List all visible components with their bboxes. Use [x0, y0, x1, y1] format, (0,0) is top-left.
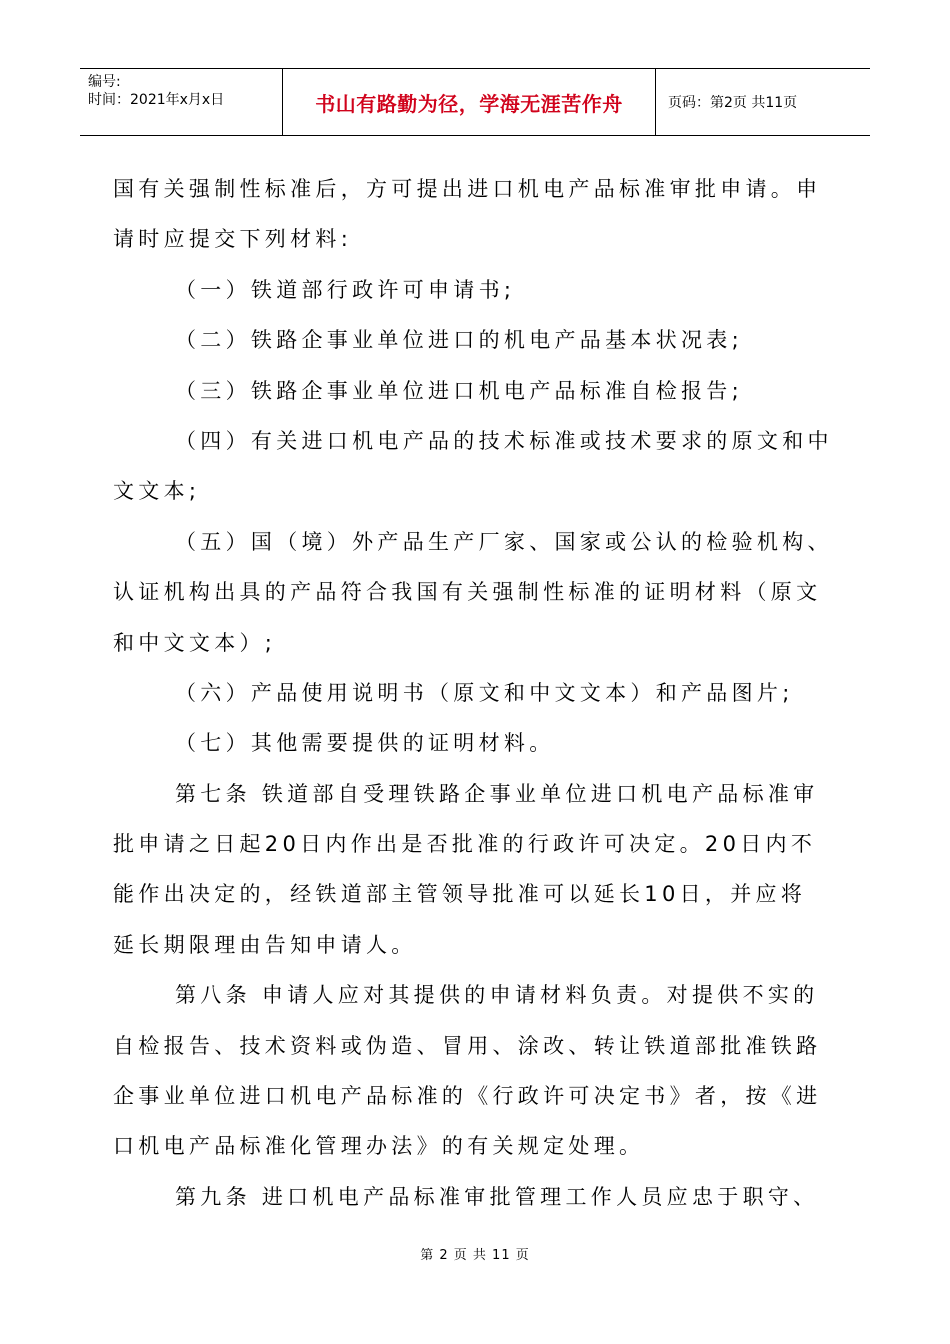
body-line: （七）其他需要提供的证明材料。 — [175, 731, 555, 756]
document-time-label: 时间：2021年x月x日 — [88, 92, 225, 108]
body-line: （五）国（境）外产品生产厂家、国家或公认的检验机构、 — [175, 529, 833, 554]
page-footer: 第 2 页 共 11 页 — [420, 1248, 530, 1263]
body-line: 第七条 铁道部自受理铁路企事业单位进口机电产品标准审 — [175, 781, 819, 806]
document-body — [113, 164, 843, 1222]
body-line: （四）有关进口机电产品的技术标准或技术要求的原文和中 — [175, 428, 833, 453]
body-line: （三）铁路企事业单位进口机电产品标准自检报告; — [175, 378, 743, 403]
body-line: 自检报告、技术资料或伪造、冒用、涂改、转让铁道部批准铁路 — [113, 1033, 822, 1058]
body-line: 认证机构出具的产品符合我国有关强制性标准的证明材料（原文 — [113, 580, 822, 605]
body-line: 口机电产品标准化管理办法》的有关规定处理。 — [113, 1134, 645, 1159]
body-line: （一）铁道部行政许可申请书; — [175, 277, 516, 302]
body-line: 和中文文本）; — [113, 630, 277, 655]
header-motto: 书山有路勤为径，学海无涯苦作舟 — [283, 69, 656, 135]
body-line: 能作出决定的，经铁道部主管领导批准可以延长10日，并应将 — [113, 882, 807, 907]
body-line: 企事业单位进口机电产品标准的《行政许可决定书》者，按《进 — [113, 1084, 822, 1109]
body-line: （六）产品使用说明书（原文和中文文本）和产品图片; — [175, 680, 794, 705]
body-line: 第八条 申请人应对其提供的申请材料负责。对提供不实的 — [175, 983, 819, 1008]
body-line: 批申请之日起20日内作出是否批准的行政许可决定。20日内不 — [113, 832, 817, 857]
body-line: 国有关强制性标准后，方可提出进口机电产品标准审批申请。申 — [113, 177, 822, 201]
body-line: 第九条 进口机电产品标准审批管理工作人员应忠于职守、 — [175, 1184, 819, 1209]
body-line: （二）铁路企事业单位进口的机电产品基本状况表; — [175, 328, 743, 353]
header-meta — [80, 69, 283, 135]
body-line: 请时应提交下列材料: — [113, 227, 353, 252]
document-number-label: 编号: — [88, 74, 121, 90]
body-line: 文文本; — [113, 479, 201, 504]
page-header — [80, 68, 870, 136]
body-line: 延长期限理由告知申请人。 — [113, 932, 417, 957]
header-page-info: 页码：第2页 共11页 — [668, 95, 798, 111]
